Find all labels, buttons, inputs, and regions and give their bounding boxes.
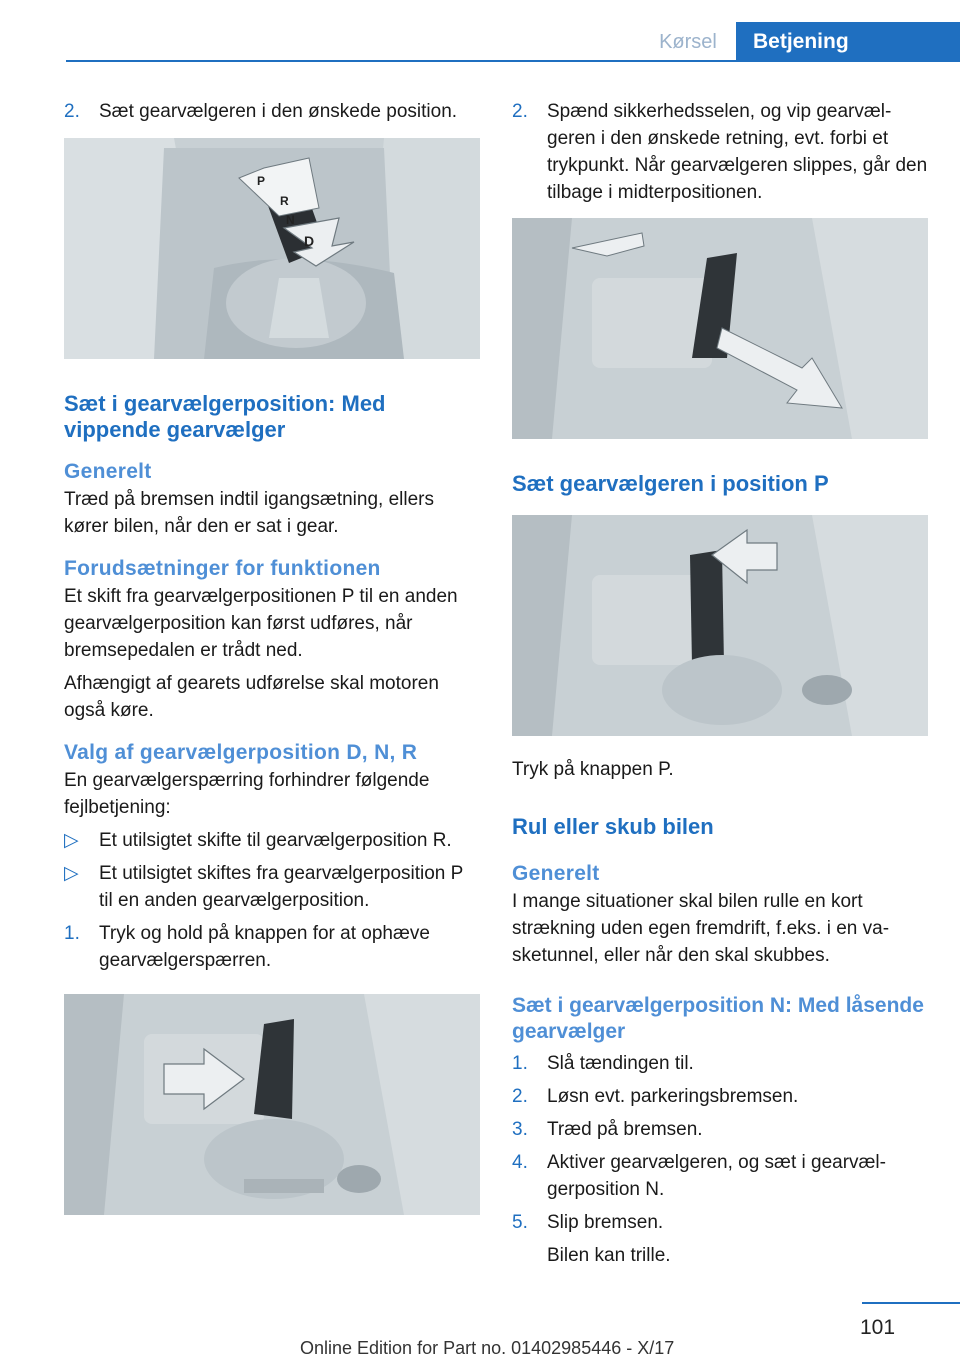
- bullet-item: [64, 827, 480, 854]
- gear-label-p: P: [257, 174, 266, 188]
- bullet-arrow-icon: ▷: [64, 863, 79, 884]
- gear-selector-photo-unlock: [64, 994, 480, 1215]
- section-heading: Sæt i gearvælgerposition N: Med låsende gearvælger: [512, 994, 924, 1043]
- footer-edition-text: Online Edition for Part no. 01402985446 - X/17: [300, 1338, 675, 1358]
- step-item: [512, 1050, 928, 1077]
- step-number: 4.: [512, 1152, 528, 1173]
- step-text: Tryk og hold på knappen for at ophæve gearvælgerspærren.: [99, 923, 430, 971]
- paragraph: Træd på bremsen indtil igangsætning, ellers kører bilen, når den er sat i gear.: [64, 489, 434, 537]
- bullet-item: [64, 860, 480, 914]
- step-number: 1.: [512, 1053, 528, 1074]
- bullet-arrow-icon: ▷: [64, 830, 79, 851]
- step-text: Løsn evt. parkeringsbremsen.: [547, 1086, 799, 1107]
- subheading: Valg af gearvælgerposition D, N, R: [64, 741, 418, 764]
- subheading: Generelt: [512, 862, 600, 885]
- step-item: [512, 1116, 928, 1143]
- gear-selector-photo-pnrd: [64, 138, 480, 359]
- section-tab: Kørsel: [659, 31, 717, 53]
- section-heading: Sæt gearvælgeren i position P: [512, 471, 829, 496]
- left-column: [64, 98, 480, 1215]
- right-column: [512, 98, 928, 1269]
- step-item: [64, 920, 480, 974]
- step-number: 2.: [512, 101, 528, 122]
- gear-selector-photo-park-button: [512, 515, 928, 736]
- section-heading: Sæt i gearvælgerposition: Med vippende gearvælger: [64, 391, 386, 442]
- gear-label-n: N: [286, 213, 295, 227]
- paragraph: Afhængigt af gearets udførelse skal motoren også køre.: [64, 673, 439, 721]
- bullet-text: Et utilsigtet skifte til gearvælgerposition R.: [99, 830, 452, 851]
- bullet-text: Et utilsigtet skiftes fra gearvælgerposition P til en anden gearvælgerposition.: [99, 863, 463, 911]
- step-number: 2.: [64, 101, 80, 122]
- step-text: Sæt gearvælgeren i den ønskede position.: [99, 101, 458, 122]
- step-item: [512, 1209, 928, 1236]
- step-item: [512, 98, 928, 206]
- step-text: Træd på bremsen.: [547, 1119, 703, 1140]
- paragraph: En gearvælgerspærring forhindrer følgende fejlbetjening:: [64, 770, 430, 818]
- paragraph: I mange situationer skal bilen rulle en kort strækning uden egen fremdrift, f.eks. i en vasketunnel, eller når den skal skubbes.: [512, 891, 890, 966]
- step-number: 3.: [512, 1119, 528, 1140]
- paragraph: Tryk på knappen P.: [512, 759, 674, 780]
- step-number: 1.: [64, 923, 80, 944]
- header-rule: [66, 60, 960, 62]
- step-number: 2.: [512, 1086, 528, 1107]
- step-text: Slå tændingen til.: [547, 1053, 694, 1074]
- step-item: [64, 98, 480, 125]
- gear-label-d: D: [304, 233, 315, 249]
- gear-selector-photo-tilt: [512, 218, 928, 439]
- numbered-list: [512, 1050, 928, 1269]
- page-header: [0, 0, 960, 62]
- section-heading: Rul eller skub bilen: [512, 814, 714, 839]
- step-text: Spænd sikkerhedsselen, og vip gearvælgeren i den ønskede retning, evt. forbi et trykpunkt. Når gearvælgeren slippes, går den tilbage i midterpositionen.: [547, 101, 928, 203]
- page-number: 101: [860, 1316, 896, 1339]
- step-text: Slip bremsen.: [547, 1212, 664, 1233]
- step-note: Bilen kan trille.: [547, 1245, 671, 1266]
- step-item: [512, 1149, 928, 1203]
- paragraph: Et skift fra gearvælgerpositionen P til en anden gearvælgerposition kan først udføres, når bremsepedalen er trådt ned.: [64, 586, 458, 661]
- subheading: Forudsætninger for funktionen: [64, 557, 381, 580]
- footer-rule: [862, 1302, 960, 1304]
- chapter-tab: Betjening: [736, 22, 960, 62]
- step-number: 5.: [512, 1212, 528, 1233]
- subheading: Generelt: [64, 460, 152, 483]
- gear-label-r: R: [280, 194, 289, 208]
- step-item: [512, 1083, 928, 1110]
- step-text: Aktiver gearvælgeren, og sæt i gearvælgerposition N.: [547, 1152, 886, 1200]
